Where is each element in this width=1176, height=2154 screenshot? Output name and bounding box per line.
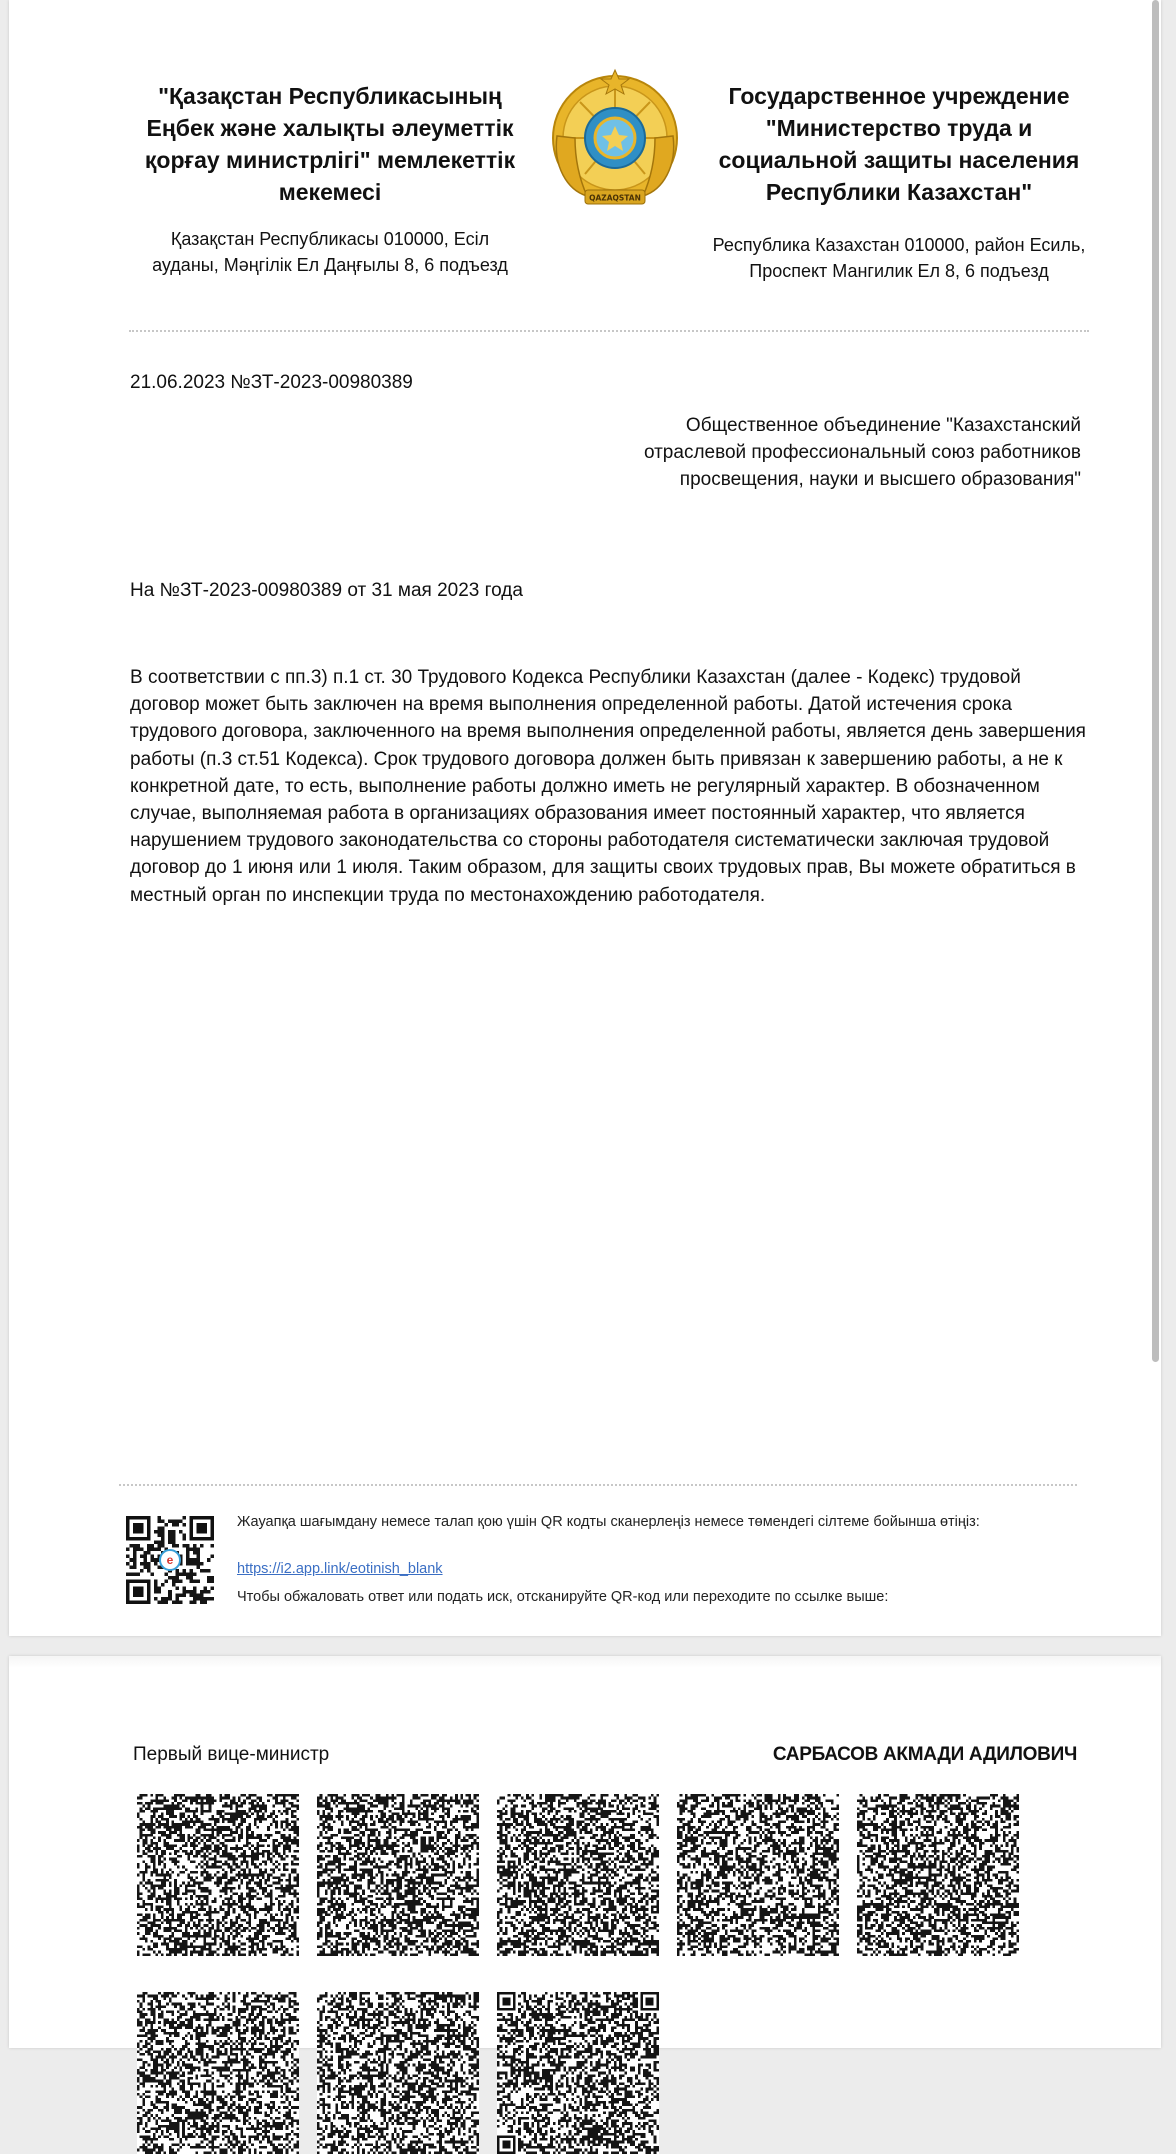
- signature-qr-code: [857, 1794, 1019, 1956]
- signatory-name: САРБАСОВ АКМАДИ АДИЛОВИЧ: [773, 1744, 1077, 1766]
- address-kazakh: Қазақстан Республикасы 010000, Есіл ауданы, Мәңгілік Ел Даңғылы 8, 6 подъезд: [137, 226, 523, 278]
- signature-qr-code: [497, 1992, 659, 2154]
- signature-qr-code: [317, 1992, 479, 2154]
- signature-qr-code: [137, 1992, 299, 2154]
- org-name-kazakh: "Қазақстан Республикасының Еңбек және халықты әлеуметтік қорғау министрлігі" мемлекеттік мекемесі: [137, 80, 523, 208]
- document-page-2: [9, 1656, 1161, 2048]
- signature-qr-code: [317, 1794, 479, 1956]
- letter-body: В соответствии с пп.3) п.1 ст. 30 Трудового Кодекса Республики Казахстан (далее - Кодекс) трудовой договор может быть заключен на время выполнения определенной работы. Датой истечения срока трудового договора, заключенного на время выполнения определенной работы, является день завершения работы (п.3 ст.51 Кодекса). Срок трудового договора должен быть привязан к завершению работы, а не к конкретной дате, то есть, выполнение работы должно иметь не регулярный характер. В обозначенном случае, выполняемая работа в организациях образования имеет постоянный характер, что является нарушением трудового законодательства со стороны работодателя систематически заключая трудовой договор до 1 июня или 1 июля. Таким образом, для защиты своих трудовых прав, Вы можете обратиться в местный орган по инспекции труда по местонахождению работодателя.: [130, 664, 1090, 909]
- signature-qr-code: [137, 1794, 299, 1956]
- address-russian: Республика Казахстан 010000, район Есиль, Проспект Мангилик Ел 8, 6 подъезд: [697, 232, 1101, 284]
- org-name-russian: Государственное учреждение "Министерство труда и социальной защиты населения Республики Казахстан": [697, 80, 1101, 208]
- page-edge-shadow: [9, 1656, 1161, 1668]
- appeal-qr-code[interactable]: [126, 1516, 214, 1604]
- appeal-link[interactable]: https://i2.app.link/eotinish_blank: [237, 1561, 443, 1577]
- document-page-1: [9, 0, 1161, 1636]
- reply-reference: На №ЗТ-2023-00980389 от 31 мая 2023 года: [130, 580, 523, 602]
- recipient: Общественное объединение "Казахстанский отраслевой профессиональный союз работников просвещения, науки и высшего образования": [609, 412, 1081, 493]
- signature-qr-code: [677, 1794, 839, 1956]
- state-emblem-icon: [545, 66, 685, 216]
- svg-text:QAZAQSTAN: QAZAQSTAN: [589, 194, 641, 203]
- footer-divider: [119, 1484, 1077, 1486]
- signatory-position: Первый вице-министр: [133, 1744, 329, 1766]
- footer-instruction-russian: Чтобы обжаловать ответ или подать иск, отсканируйте QR-код или переходите по ссылке выше:: [237, 1589, 888, 1605]
- letter-date-number: 21.06.2023 №ЗТ-2023-00980389: [130, 372, 413, 394]
- eotinish-logo-icon: e: [159, 1549, 181, 1571]
- header-divider: [129, 330, 1089, 332]
- scrollbar[interactable]: [1152, 0, 1159, 1362]
- signature-qr-code: [497, 1794, 659, 1956]
- footer-instruction-kazakh: Жауапқа шағымдану немесе талап қою үшін QR кодты сканерлеңіз немесе төмендегі сілтеме бойынша өтіңіз:: [237, 1512, 1047, 1533]
